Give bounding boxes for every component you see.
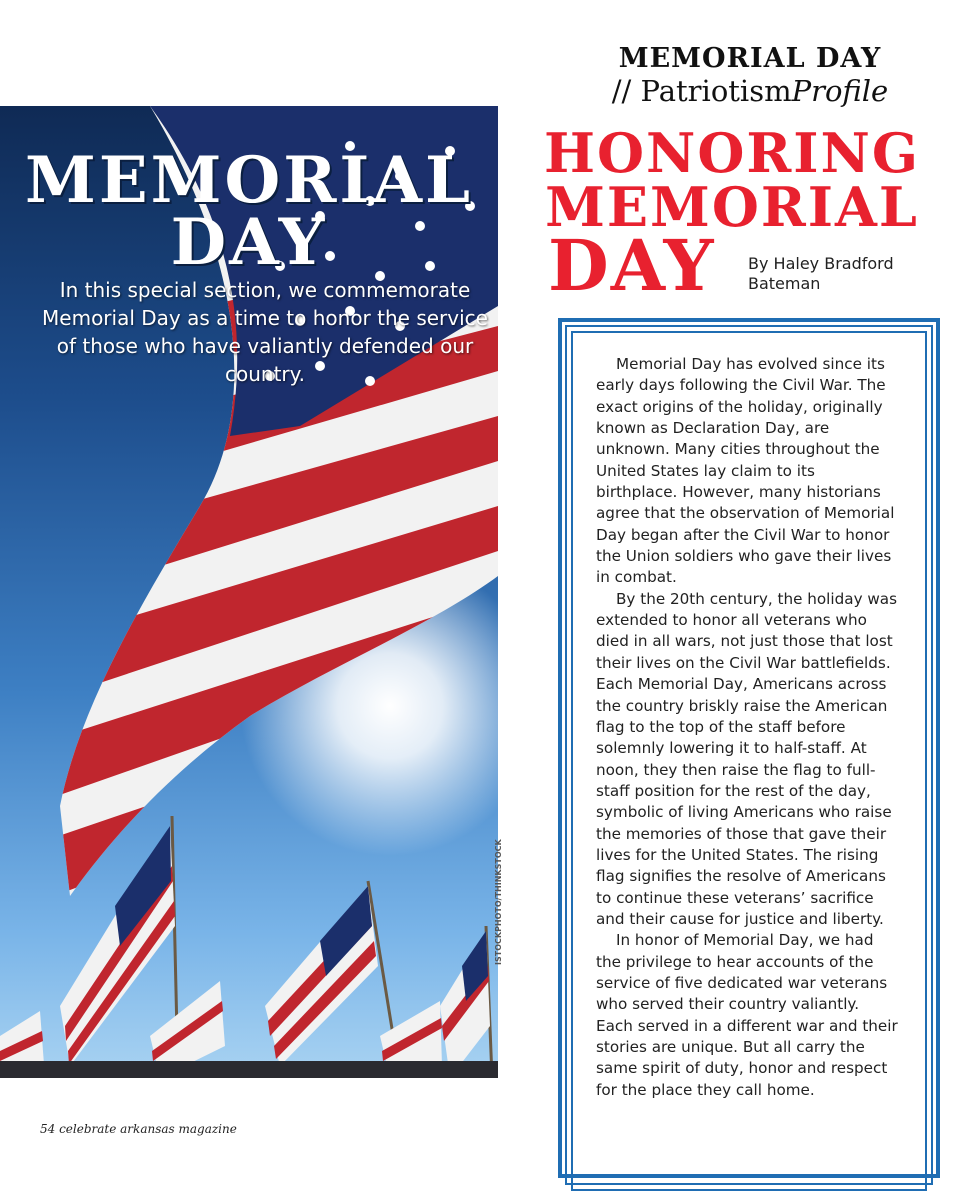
article-paragraph-2: By the 20th century, the holiday was extended to honor all veterans who died in all wars, not just those that lost their lives on the Civil War battlefields. Each Memorial Day, Americans across the country briskly raise the American flag to the top of the staff before solemnly lowering it to half-staff. At noon, they then raise the flag to full-staff position for the rest of the day, symbolic of living Americans who raise the memories of those that gave their lives for the United States. The rising flag signifies the resolve of Americans to continue these veterans’ sacrifice and their cause for justice and liberty. bbox=[596, 589, 898, 928]
kicker-title: MEMORIAL DAY bbox=[618, 43, 882, 74]
article-paragraph-3: In honor of Memorial Day, we had the privilege to hear accounts of the service of five dedicated war veterans who served their country valiantly. Each served in a different war and their stories are unique. But all carry the same spirit of duty, honor and respect for the place they call home. bbox=[596, 931, 898, 1099]
article-body bbox=[596, 354, 900, 1101]
headline-line1: HONORING bbox=[543, 121, 921, 185]
kicker-italic: Profile bbox=[791, 74, 889, 108]
kicker-prefix: // Patriotism bbox=[611, 74, 792, 108]
flag-photo bbox=[0, 106, 498, 1078]
photo-intro: In this special section, we commemorate Memorial Day as a time to honor the service of those who have valiantly defended our country. bbox=[42, 278, 488, 386]
byline: By Haley Bradford Bateman bbox=[748, 254, 894, 293]
kicker-subtitle bbox=[560, 74, 940, 108]
headline-line3: DAY bbox=[548, 224, 716, 307]
photo-credit: ISTOCKPHOTO/THINKSTOCK bbox=[494, 839, 503, 965]
headline-line2: MEMORIAL bbox=[545, 175, 919, 239]
photo-title-line1: MEMORIAL bbox=[25, 143, 473, 218]
section-kicker bbox=[560, 44, 940, 108]
photo-title bbox=[0, 143, 498, 280]
page-folio: 54 celebrate arkansas magazine bbox=[40, 1122, 237, 1136]
photo-title-line2: DAY bbox=[170, 205, 328, 280]
article-paragraph-1: Memorial Day has evolved since its early days following the Civil War. The exact origins of the holiday, originally known as Declaration Day, are unknown. Many cities throughout the United States lay claim to its birthplace. However, many historians agree that the observation of Memorial Day began after the Civil War to honor the Union soldiers who gave their lives in combat. bbox=[596, 355, 895, 587]
